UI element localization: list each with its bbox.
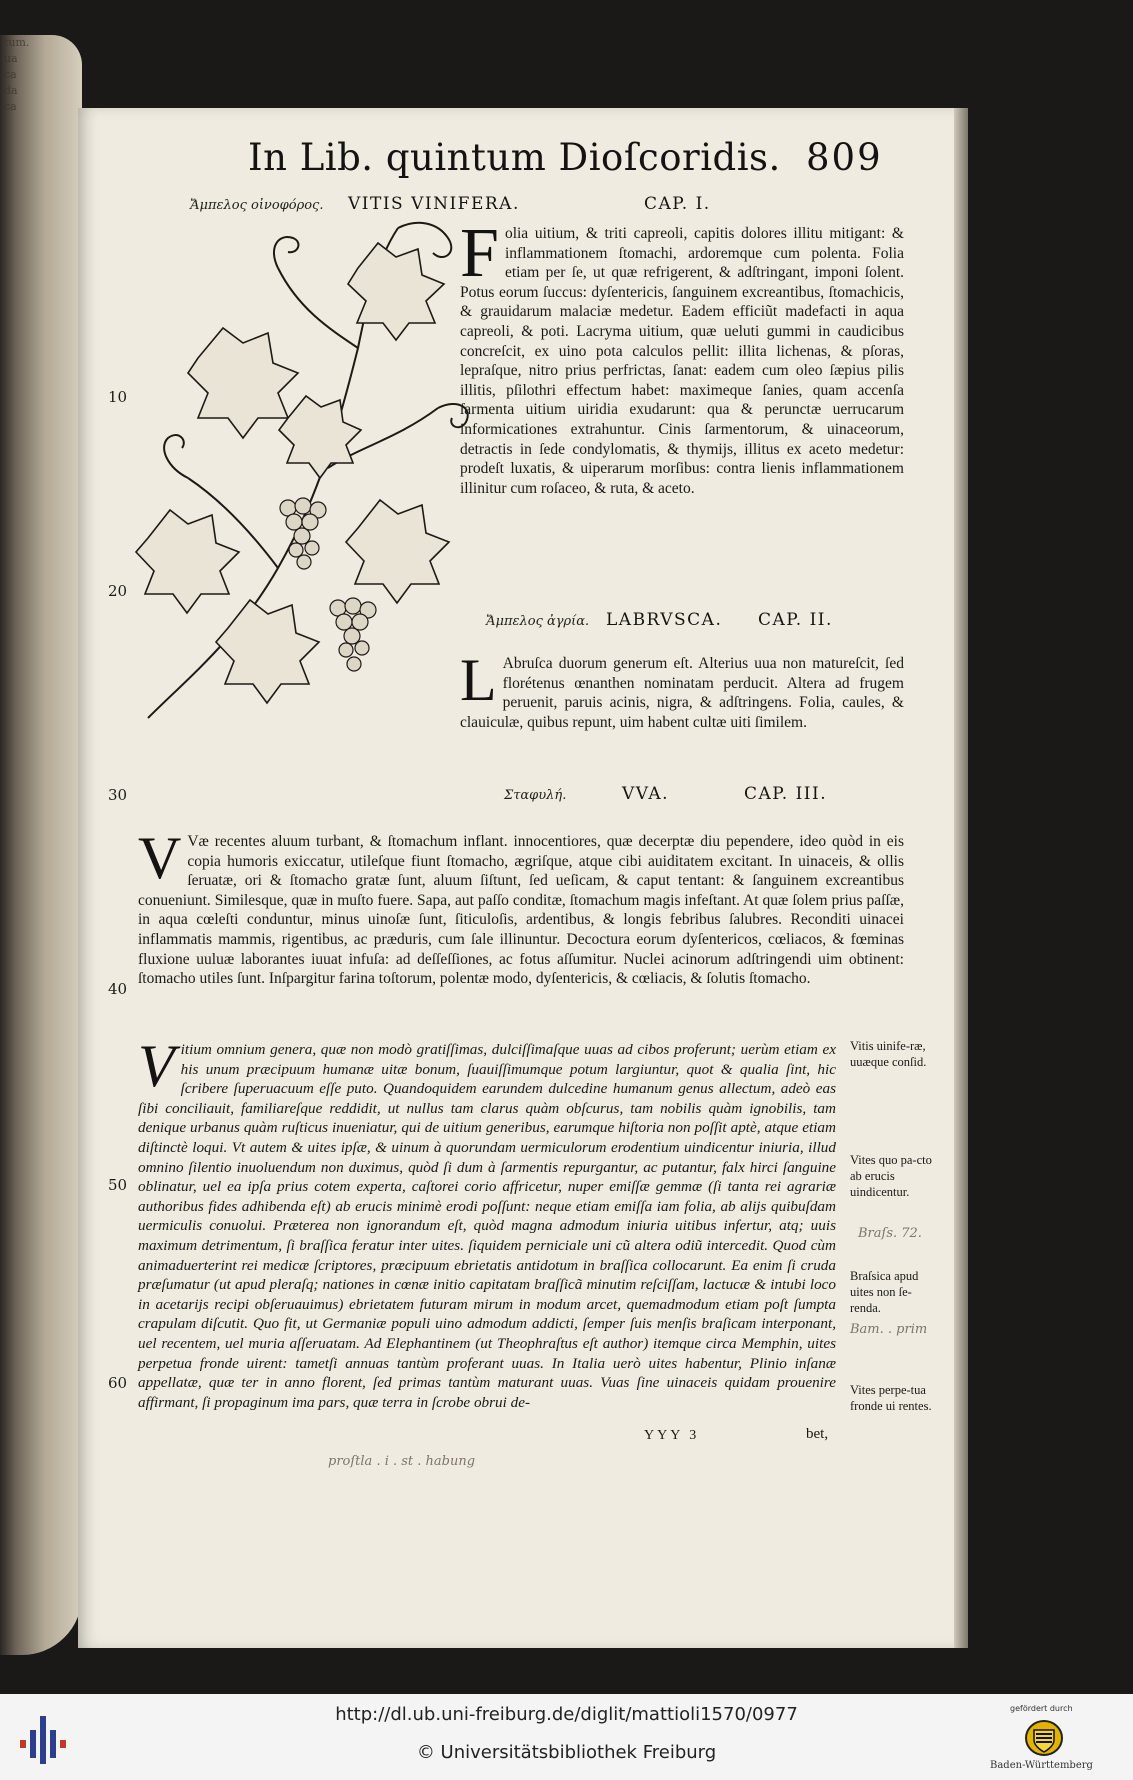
chapter2-body: Abruſca duorum generum eſt. Alterius uua non matureſcit, ſed florétenus œnanthen nominatam perducit. Altera ad frugem peruenit, paruis acinis, nigra, & adſtringens. Folia, caules, & clauiculæ, quibus repunt, uim habent cultæ uiti ſimilem.: [460, 655, 904, 731]
chapter3-greek-title: Σταφυλή.: [504, 788, 567, 803]
chapter1-greek-title: Ἄμπελος οἰνοφόρος.: [190, 198, 324, 213]
page-number: 809: [806, 136, 883, 179]
chapter1-body: olia uitium, & triti capreoli, capitis dolores illitu mitigant: & inflammationem ſtomachi, ardoremque cum polenta. Folia etiam per ſe, ut quæ refrigerent, & adſtringant, imponi ſolent. Potus eorum ſuccus: dyſentericis, ſanguinem excreantibus, ſtomachicis, & grauidarum malaciæ medetur. Eadem efficiũt madefacti in aqua capreoli, & poti. Lacryma uitium, quæ ueluti gummi in caudicibus concreſcit, ex uino pota calculos pellit: illita lichenas, & pſoras, lepraſque, nitro prius perfrictas, ſanat: eadem cum oleo ſæpius pilis illitis, pſilothri effectum habet: maximeque ſanies, quam accenſa ſarmenta uitium uiridia exudarunt: qua & perunctæ uerrucarum informicationes extrahuntur. Cinis ſarmentorum, & uinaceorum, detractis in ſede condylomatis, & thymijs, illitus ex aceto medetur: prodeſt luxatis, & uiperarum morſibus: contra lienis inflammationem illinitur cum roſaceo, & ruta, & aceto.: [460, 225, 904, 497]
left-page-bleed-text: tum. ua ca da ca: [4, 36, 30, 113]
signature-mark: YYY 3: [644, 1428, 700, 1443]
pencil-note-1: Braſs. 72.: [858, 1226, 922, 1241]
line-number: 10: [108, 388, 128, 406]
left-page-edge: [0, 35, 82, 1655]
line-number: 60: [108, 1374, 128, 1392]
commentary-body: itium omnium genera, quæ non modò gratiſſimas, dulciſſimaſque uuas ad cibos proferunt; uerùm etiam ex his unum præcipuum humanæ uitæ bonum, ſuauiſſimumque potum largiuntur, quot & qualia ſint, hic ſcribere ſuperuacuum eſſe puto. Quandoquidem earundem dulcedine humanum genus allectum, adeò eas ſibi conciliauit, familiareſque reddidit, ut nullus tam clarus quàm obſcurus, tam nobilis quàm ignobilis, tam denique urbanus quàm ruſticus inueniatur, qui de uitium generibus, earumque hiſtoria non poſſit aptè, atque etiam diſtinctè loqui. Vt autem & uites ipſæ, & uinum à quorundam uermiculorum erodentium uindicentur iniuria, illud omnino ſilentio inuoluendum non duximus, quòd ſi dum à ſarmentis repurgantur, ac putantur, falx hirci ſanguine oblinatur, uel ea ipſa prius cotem experta, caſtorei corio affricetur, nuper emiſſæ gemmæ (ſi tanta rei agrariæ authoribus fides adhibenda eſt) ab erucis minimè erodi poſſunt: neque etiam emiſſa iam folia, ab alijs quibuſdam uermiculis conuolui. Præterea non ignorandum eſt, quòd magna admodum iniuria uitibus infertur, atq; uuis maximum detrimentum, ſi braſſica feratur inter uites. ſiquidem perniciale uni cũ altera odiũ intercedit. Quod cùm animaduerterint rei medicæ ſcriptores, præcipuum ebrietatis antidotum in braſſica collocarunt. Ea enim ſi cruda præſumatur (ut apud pleraſq; nationes in cœnæ initio capitatam braſſicã minutim reſciſſam, lactucæ & intubi loco in acetarijs recipi obſeruauimus) ebrietatem futuram mirum in modum arcet, quemadmodum etiam poſt ſumpta crapulam diſcutit. Quo fit, ut Germaniæ populi uino admodum addicti, ſemper ſuis menſis braſicam interponant, uel recentem, uel muria aſſeruatam. Ad Elephantinem (ut Theophraſtus eſt author) itemque circa Memphin, uites perpetua fronde uirent: tametſi annuas tantùm proferant uuas. In Italia uerò uites habentur, Plinio inſanæ appellatæ, quæ ter in anno florent, ſed primas tantùm maturant uuas. Vuas ſine uinaceis quidam prouenire affirmant, ſi propaginum ima pars, quæ terra in ſcrobe obrui de-: [138, 1041, 836, 1411]
chapter3-title: VVA.: [622, 784, 670, 804]
commentary-text: [138, 1033, 836, 1412]
line-number: 40: [108, 980, 128, 998]
book-page: [78, 108, 954, 1648]
coat-of-arms-icon: [1024, 1718, 1064, 1758]
permalink-url[interactable]: http://dl.ub.uni-freiburg.de/diglit/mattioli1570/0977: [335, 1704, 798, 1725]
chapter3-body: Væ recentes aluum turbant, & ſtomachum inflant. innocentiores, quæ decerptæ diu pependere, ideo quòd in eis copia humoris exiccatur, utileſque fiunt ſtomacho, ægriſque, atque cibi auiditatem excitant. In uinaceis, & ollis ſeruatæ, ori & ſtomacho gratæ ſunt, aluum ſiſtunt, ſed ueſicam, & caput tentant: & ſanguinem excreantibus conueniunt. Similesque, quæ in muſto fuere. Sapa, aut paſſo conditæ, ſtomachum magis infeſtant. At quæ ſolem prius paſſæ, in aqua cœleſti conduntur, minus uinoſæ ſunt, ſiticuloſis, ardentibus, & longis febribus ſalubres. Reconditi uinacei inflammatis mammis, rigentibus, ac præduris, cum ſale illinuntur. Decoctura eorum dyſentericos, cœliacos, & fœminas fluxione uuluæ laborantes iuuat infuſa: ad deſſeſſiones, ac fotus aſſumitur. Nuclei acinorum adſtringendi uim obtinent: ſtomacho utiles ſunt. Inſpargitur farina toſtorum, polentæ modo, dyſentericis, & cœliacis, & ſolutis ſtomacho.: [138, 833, 904, 988]
line-number: 50: [108, 1176, 128, 1194]
chapter2-dropcap: L: [460, 647, 497, 713]
line-number: 30: [108, 786, 128, 804]
copyright-notice: © Universitätsbibliothek Freiburg: [416, 1742, 717, 1763]
right-page-edge: [954, 108, 968, 1648]
chapter1-text: [460, 215, 904, 498]
chapter1-title: VITIS VINIFERA.: [348, 194, 520, 214]
chapter2-title: LABRVSCA.: [606, 610, 723, 630]
chapter3-cap-number: CAP. III.: [744, 784, 828, 804]
chapter1-dropcap: F: [460, 215, 499, 292]
sponsor-label: gefördert durch: [1010, 1704, 1073, 1713]
grapevine-woodcut: [128, 208, 488, 728]
line-number: 20: [108, 582, 128, 600]
commentary-dropcap: V: [138, 1033, 175, 1099]
running-head: In Lib. quintum Dioſcoridis.: [248, 136, 781, 179]
pencil-note-2: Bam. . prim: [850, 1322, 928, 1337]
footer-bar: [0, 1694, 1133, 1780]
chapter2-greek-title: Ἄμπελος ἀγρία.: [486, 614, 590, 629]
chapter2-text: [460, 647, 904, 732]
sponsor-name: Baden-Württemberg: [990, 1760, 1093, 1771]
marginal-note-4: Vites perpe-tua fronde ui rentes.: [850, 1383, 932, 1413]
marginal-note-3: Braſsica apud uites non ſe-renda.: [850, 1269, 919, 1315]
marginal-note-2: Vites quo pa-cto ab erucis uindicentur.: [850, 1153, 932, 1199]
marginal-note-1: Vitis uinife-ræ, uuæque conſid.: [850, 1039, 927, 1069]
chapter1-cap-number: CAP. I.: [644, 194, 711, 214]
catchword: bet,: [806, 1426, 829, 1442]
pencil-note-3: proſtla . i . st . habung: [328, 1454, 476, 1469]
chapter3-text: [138, 825, 904, 989]
chapter2-cap-number: CAP. II.: [758, 610, 833, 630]
chapter3-dropcap: V: [138, 825, 182, 891]
